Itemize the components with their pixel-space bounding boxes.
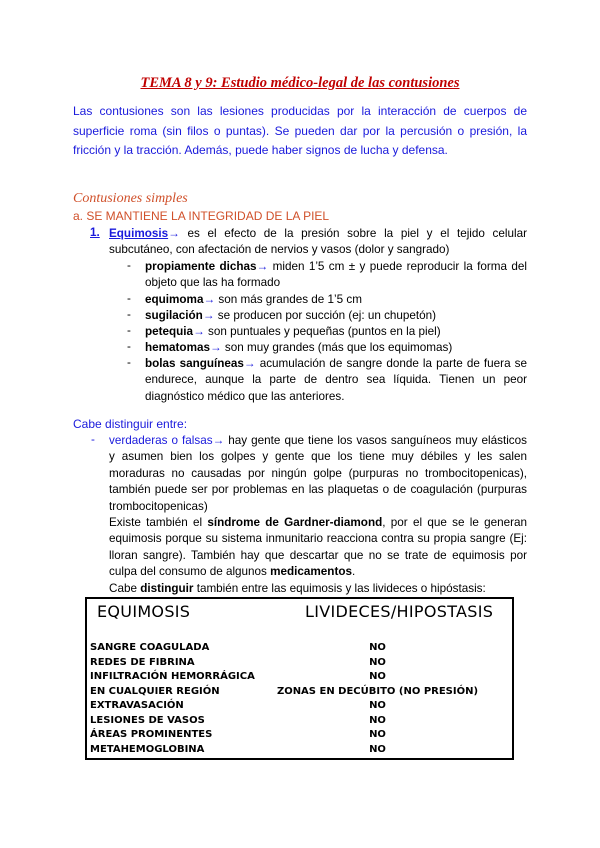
item-text: se producen por succión (ej: un chupetón) (214, 309, 437, 322)
table-cell: NO (369, 671, 386, 682)
item-term: petequia (145, 325, 194, 338)
item-term: hematomas (145, 341, 210, 354)
medicamentos-term: medicamentos (270, 565, 352, 579)
text-run: Existe también el (109, 516, 208, 530)
table-cell: REDES DE FIBRINA (90, 656, 195, 668)
table-row (90, 714, 509, 729)
dash-bullet: - (127, 324, 131, 337)
arrow-icon: → (243, 357, 256, 370)
dash-bullet: - (127, 292, 131, 305)
page-title: TEMA 8 y 9: Estudio médico-legal de las contusiones (140, 75, 460, 91)
table-row (90, 699, 509, 714)
table-row (90, 641, 509, 656)
item-term: bolas sanguíneas (145, 357, 244, 370)
table-header-livideces: LIVIDECES/HIPOSTASIS (305, 602, 494, 621)
comparison-table (85, 597, 514, 760)
list-item (145, 259, 527, 292)
table-cell: EN CUALQUIER REGIÓN (90, 685, 220, 697)
table-cell: NO (369, 729, 386, 740)
table-cell: SANGRE COAGULADA (90, 642, 210, 653)
equimosis-text: es el efecto de la presión sobre la piel y el tejido celular subcutáneo, con afectación de nervios y vasos (dolor y sangrado) (109, 227, 527, 257)
table-header-equimosis: EQUIMOSIS (97, 602, 191, 621)
arrow-icon: → (203, 293, 216, 306)
verdaderas-paragraph (109, 433, 527, 515)
arrow-icon: → (256, 260, 269, 273)
item-term: sugilación (145, 309, 203, 322)
table-row (90, 728, 509, 743)
text-run: , por el que se le generan equimosis porque su sistema inmunitario reacciona contra su propia sangre (Ej: lloran sangre). También hay que descartar que no se trate de equimosis por culpa del consumo de algunos (109, 516, 527, 579)
table-cell: NO (369, 714, 386, 726)
intro-paragraph: Las contusiones son las lesiones producidas por la interacción de cuerpos de superficie roma (sin filos o puntas). Se pueden dar por la percusión o presión, la fricción y la tracción. Además, puede haber signos de lucha y defensa. (73, 104, 527, 157)
gardner-term: síndrome de Gardner-diamond (207, 516, 383, 530)
arrow-icon: → (168, 227, 180, 240)
dash-bullet: - (127, 308, 131, 321)
item-text: son muy grandes (más que los equimomas) (221, 341, 453, 354)
table-cell: INFILTRACIÓN HEMORRÁGICA (90, 671, 255, 682)
list-item (145, 356, 527, 405)
table-cell: NO (369, 743, 386, 755)
table-cell: ZONAS EN DECÚBITO (NO PRESIÓN) (276, 685, 479, 697)
list-item (145, 292, 527, 308)
verdaderas-text: hay gente que tiene los vasos sanguíneos muy elásticos y asumen bien los golpes y gente que los tiene muy débiles y les salen moraduras no causadas por ningún golpe (purpuras no trombocitopenicas), también puede ser por problemas en las plaquetas o de coagulación (purpuras trombocitopenicas) (109, 434, 527, 513)
item-text: son más grandes de 1’5 cm (215, 293, 362, 306)
arrow-icon: → (193, 325, 205, 338)
item-term: propiamente dichas (145, 260, 257, 273)
arrow-icon: → (202, 309, 215, 322)
cabe-distinguir-heading: Cabe distinguir entre: (73, 417, 188, 431)
table-cell: NO (369, 642, 386, 653)
arrow-icon: → (212, 434, 225, 447)
table-cell: NO (369, 656, 386, 668)
item-text: acumulación de sangre donde la parte de fuera se endurece, aunque la parte de dentro sea líquida. Tienen un peor diagnóstico médico que las anteriores. (145, 357, 527, 403)
item-text: son puntuales y pequeñas (puntos en la piel) (204, 325, 441, 338)
table-cell: ÁREAS PROMINENTES (90, 729, 213, 740)
item-text: miden 1’5 cm ± y puede reproducir la forma del objeto que las ha formado (145, 260, 527, 290)
table-row (90, 685, 509, 700)
section-a-heading: a. SE MANTIENE LA INTEGRIDAD DE LA PIEL (73, 209, 330, 223)
dash-bullet: - (127, 340, 131, 353)
table-row (90, 743, 509, 758)
list-number: 1. (90, 226, 100, 239)
list-item (145, 324, 527, 340)
list-item (145, 308, 527, 324)
verdaderas-falsas-block (109, 433, 527, 597)
subheading-contusiones-simples: Contusiones simples (73, 191, 188, 206)
text-run: también entre las equimosis y las livideces o hipóstasis: (193, 581, 486, 595)
dash-bullet: - (127, 356, 131, 369)
item-term: equimoma (145, 293, 204, 306)
list-item (145, 340, 527, 356)
text-run: . (351, 565, 356, 579)
equimosis-definition (109, 226, 527, 259)
text-run: Cabe (109, 581, 141, 595)
table-cell: METAHEMOGLOBINA (90, 743, 205, 755)
table-row (90, 670, 509, 685)
table-cell: EXTRAVASACIÓN (90, 700, 184, 711)
dash-bullet: - (127, 259, 131, 272)
arrow-icon: → (209, 341, 222, 354)
distinguir-term: distinguir (140, 581, 194, 595)
dash-bullet: - (91, 433, 95, 446)
equimosis-term: Equimosis (109, 227, 169, 240)
table-cell: NO (369, 700, 386, 711)
verdaderas-term: verdaderas o falsas (109, 434, 213, 447)
table-row (90, 656, 509, 671)
distinguir-paragraph (109, 581, 527, 597)
table-cell: LESIONES DE VASOS (90, 714, 205, 726)
gardner-paragraph (109, 515, 527, 581)
table-body (90, 641, 509, 757)
